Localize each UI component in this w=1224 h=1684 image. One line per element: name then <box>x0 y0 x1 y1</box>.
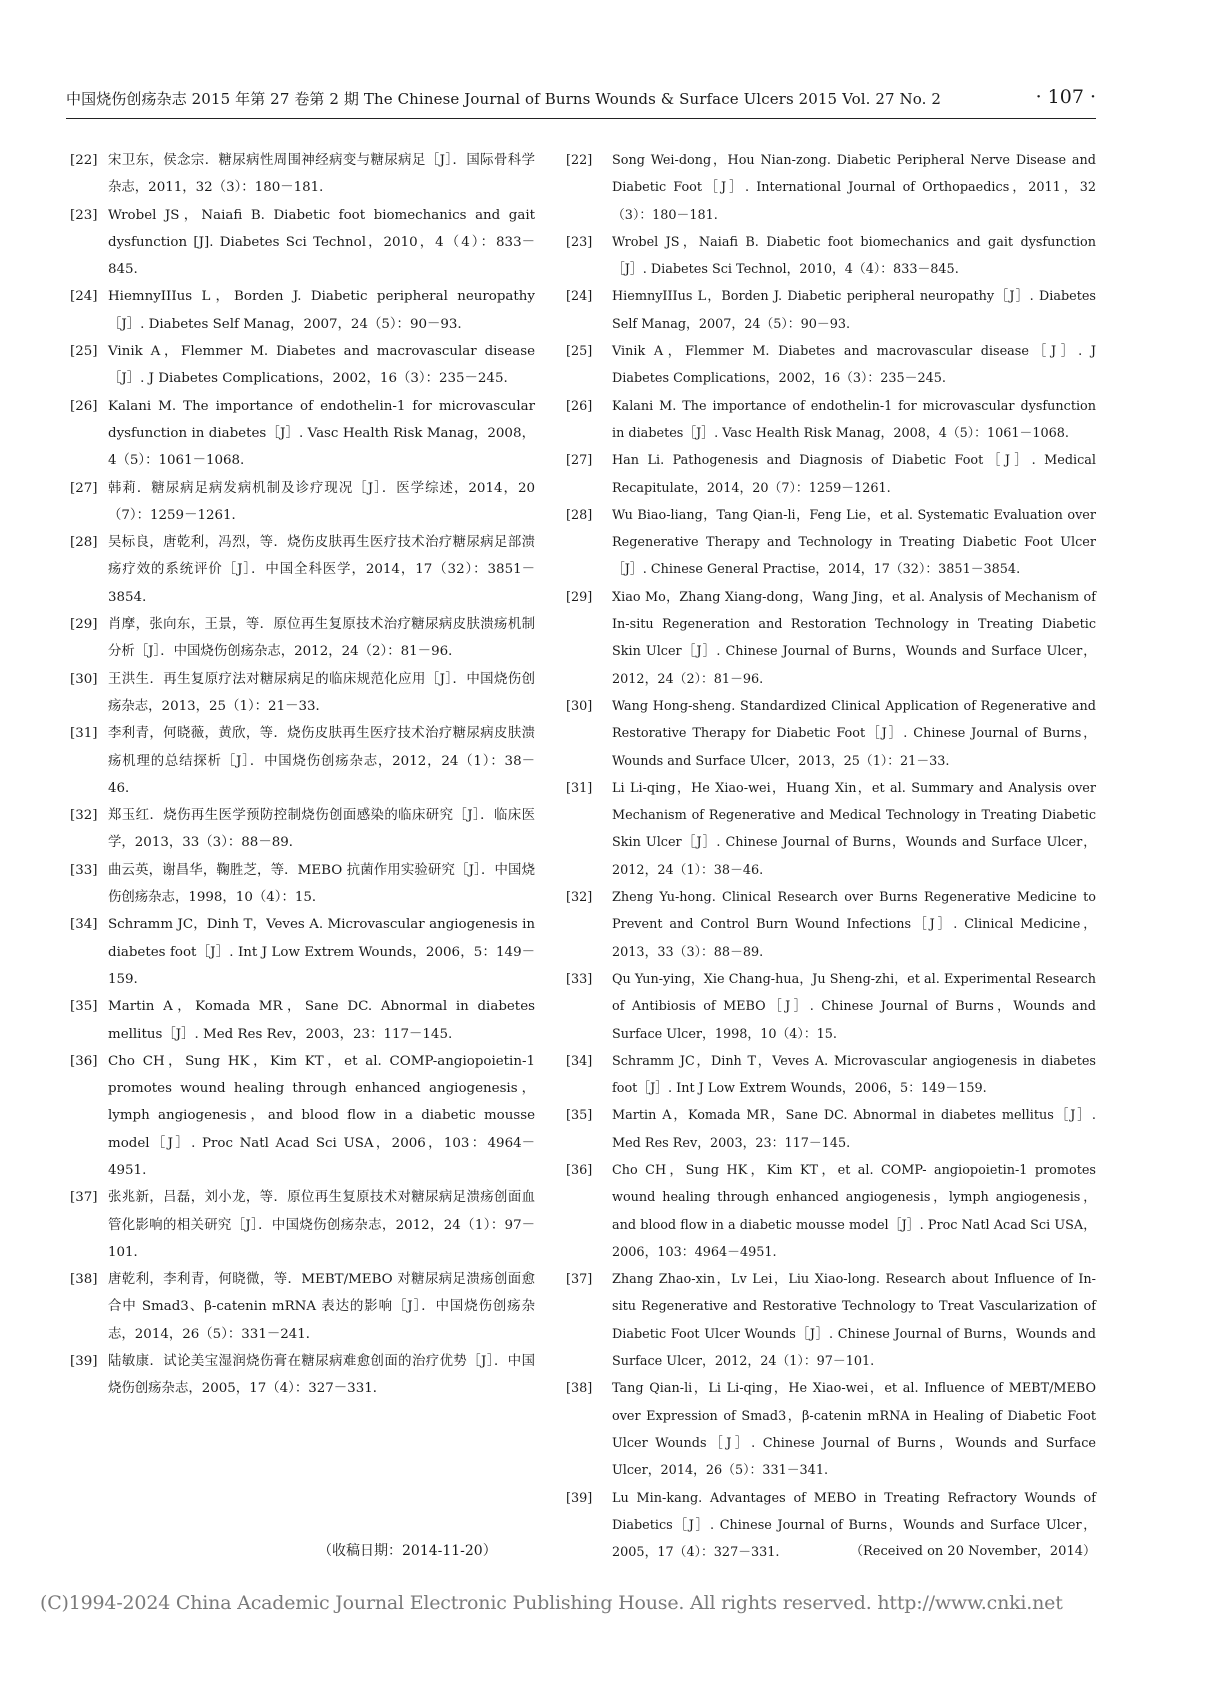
reference-number: [34] <box>566 1053 593 1069</box>
reference-text: Kalani M. The importance of endothelin-1 for microvascular dysfunction in diabetes［J］. Vasc Health Risk Manag，2008，4（5）：1061－1068. <box>612 398 1096 441</box>
reference-text: 韩莉．糖尿病足病发病机制及诊疗现况［J］．医学综述，2014，20（7）：1259－1261． <box>108 480 535 523</box>
reference-item <box>566 584 1096 693</box>
reference-number: [26] <box>70 398 98 414</box>
reference-item <box>566 1375 1096 1484</box>
copyright-watermark: (C)1994-2024 China Academic Journal Electronic Publishing House. All rights reserved. http://www.cnki.net <box>40 1592 1063 1614</box>
reference-text: 张兆新，吕磊，刘小龙，等．原位再生复原技术对糖尿病足溃疡创面血管化影响的相关研究［J］．中国烧伤创疡杂志，2012，24（1）：97－101． <box>108 1190 535 1260</box>
reference-number: [37] <box>70 1190 98 1206</box>
reference-item <box>566 966 1096 1048</box>
reference-item <box>70 1184 535 1266</box>
reference-text: 曲云英，谢昌华，鞠胜芝，等．MEBO 抗菌作用实验研究［J］．中国烧伤创疡杂志，1998，10（4）：15． <box>108 862 535 906</box>
reference-number: [29] <box>566 589 593 605</box>
reference-text: 唐乾利，李利青，何晓微，等．MEBT/MEBO 对糖尿病足溃疡创面愈合中 Smad3、β-catenin mRNA 表达的影响［J］．中国烧伤创疡杂志，2014，26（5）：331－241． <box>108 1272 535 1342</box>
reference-text: Xiao Mo，Zhang Xiang-dong，Wang Jing，et al. Analysis of Mechanism of In-situ Regeneration and Restoration Technology in Treating Diabetic Skin Ulcer［J］. Chinese Journal of Burns，Wounds and Surface Ulcer，2012，24（2）：81－96. <box>612 589 1096 687</box>
reference-text: Cho CH，Sung HK，Kim KT，et al. COMP-angiopoietin-1 promotes wound healing through enhanced angiogenesis，lymph angiogenesis，and blood flow in a diabetic mousse model［J］. Proc Natl Acad Sci USA，2006，103：4964－4951. <box>108 1053 535 1178</box>
reference-text: Vinik A，Flemmer M. Diabetes and macrovascular disease［J］. J Diabetes Complications，2002，16（3）：235－245. <box>612 344 1096 387</box>
reference-number: [31] <box>566 780 593 796</box>
reference-text: 吴标良，唐乾利，冯烈，等．烧伤皮肤再生医疗技术治疗糖尿病足部溃疡疗效的系统评价［J］．中国全科医学，2014，17（32）：3851－3854． <box>108 535 535 605</box>
reference-item <box>566 775 1096 884</box>
reference-text: 肖摩，张向东，王景，等．原位再生复原技术治疗糖尿病皮肤溃疡机制分析［J］．中国烧伤创疡杂志，2012，24（2）：81－96． <box>108 617 535 660</box>
reference-item <box>70 202 535 284</box>
reference-text: Wrobel JS，Naiafi B. Diabetic foot biomechanics and gait dysfunction [J]. Diabetes Sci Technol，2010，4（4）：833－845. <box>108 207 535 278</box>
reference-item <box>70 666 535 721</box>
reference-number: [36] <box>566 1162 593 1178</box>
reference-item <box>70 911 535 993</box>
reference-item <box>566 1157 1096 1266</box>
reference-number: [27] <box>70 480 98 496</box>
reference-text: Schramm JC，Dinh T，Veves A. Microvascular angiogenesis in diabetes foot［J］. Int J Low Extrem Wounds，2006，5：149－159. <box>108 917 535 987</box>
reference-text: 郑玉红．烧伤再生医学预防控制烧伤创面感染的临床研究［J］．临床医学，2013，33（3）：88－89． <box>108 808 535 851</box>
reference-text: Vinik A，Flemmer M. Diabetes and macrovascular disease［J］. J Diabetes Complications，2002，16（3）：235－245. <box>108 344 535 387</box>
reference-text: Schramm JC，Dinh T，Veves A. Microvascular angiogenesis in diabetes foot［J］. Int J Low Extrem Wounds，2006，5：149－159. <box>612 1053 1096 1097</box>
page-number: · 107 · <box>1035 86 1096 108</box>
reference-text: Wang Hong-sheng. Standardized Clinical Application of Regenerative and Restorative Therapy for Diabetic Foot［J］. Chinese Journal of Burns，Wounds and Surface Ulcer，2013，25（1）：21－33. <box>612 698 1096 769</box>
reference-number: [22] <box>566 153 593 168</box>
reference-number: [30] <box>70 671 98 687</box>
reference-item <box>70 1048 535 1184</box>
reference-item <box>70 147 535 202</box>
reference-number: [31] <box>70 726 98 742</box>
reference-number: [33] <box>566 971 593 987</box>
reference-number: [25] <box>70 344 98 360</box>
running-header <box>66 88 1096 114</box>
reference-text: Tang Qian-li，Li Li-qing，He Xiao-wei，et al. Influence of MEBT/MEBO over Expression of Smad3，β-catenin mRNA in Healing of Diabetic Foot Ulcer Wounds［J］. Chinese Journal of Burns，Wounds and Surface Ulcer，2014，26（5）：331－341. <box>612 1381 1096 1479</box>
reference-item <box>70 283 535 338</box>
references-english-column <box>566 147 1096 1566</box>
reference-item <box>566 1102 1096 1157</box>
reference-item <box>566 283 1096 338</box>
reference-item <box>566 393 1096 448</box>
reference-text: Li Li-qing，He Xiao-wei，Huang Xin，et al. Summary and Analysis over Mechanism of Regenerative and Medical Technology in Treating Diabetic Skin Ulcer［J］. Chinese Journal of Burns，Wounds and Surface Ulcer，2012，24（1）：38－46. <box>612 780 1096 878</box>
reference-text: 宋卫东，侯念宗．糖尿病性周围神经病变与糖尿病足［J］．国际骨科学杂志，2011，32（3）：180－181． <box>108 153 535 196</box>
reference-text: Qu Yun-ying，Xie Chang-hua，Ju Sheng-zhi，et al. Experimental Research of Antibiosis of MEBO［J］. Chinese Journal of Burns，Wounds and Surface Ulcer，1998，10（4）：15. <box>612 971 1096 1042</box>
reference-number: [22] <box>70 153 98 168</box>
reference-text: Song Wei-dong，Hou Nian-zong. Diabetic Peripheral Nerve Disease and Diabetic Foot［J］. International Journal of Orthopaedics，2011，32（3）：180－181. <box>612 153 1096 223</box>
reference-number: [38] <box>70 1272 98 1288</box>
reference-number: [34] <box>70 917 98 933</box>
reference-item <box>566 229 1096 284</box>
reference-item <box>566 338 1096 393</box>
reference-text: Cho CH，Sung HK，Kim KT，et al. COMP- angiopoietin-1 promotes wound healing through enhanced angiogenesis，lymph angiogenesis，and blood flow in a diabetic mousse model［J］. Proc Natl Acad Sci USA，2006，103：4964－4951. <box>612 1162 1096 1260</box>
reference-number: [23] <box>70 207 98 223</box>
reference-item <box>566 502 1096 584</box>
reference-item <box>70 1348 535 1403</box>
reference-text: 李利青，何晓薇，黄欣，等．烧伤皮肤再生医疗技术治疗糖尿病皮肤溃疡机理的总结探析［J］．中国烧伤创疡杂志，2012，24（1）：38－46． <box>108 726 535 796</box>
reference-item <box>566 1266 1096 1375</box>
header-divider <box>66 118 1096 119</box>
journal-title: 中国烧伤创疡杂志 2015 年第 27 卷第 2 期 The Chinese Journal of Burns Wounds & Surface Ulcers 2015 Vol. 27 No. 2 <box>66 90 942 108</box>
reference-item <box>566 147 1096 229</box>
reference-item <box>566 447 1096 502</box>
reference-number: [39] <box>70 1354 98 1370</box>
reference-number: [35] <box>70 999 98 1015</box>
reference-number: [26] <box>566 398 593 414</box>
reference-text: 陆敏康．试论美宝湿润烧伤膏在糖尿病难愈创面的治疗优势［J］．中国烧伤创疡杂志，2005，17（4）：327－331． <box>108 1354 535 1397</box>
reference-number: [28] <box>566 507 593 523</box>
reference-item <box>70 529 535 611</box>
reference-number: [30] <box>566 698 593 714</box>
reference-text: Martin A，Komada MR，Sane DC. Abnormal in diabetes mellitus［J］. Med Res Rev，2003，23：117－145. <box>612 1108 1096 1151</box>
reference-number: [23] <box>566 234 593 250</box>
reference-number: [35] <box>566 1108 593 1124</box>
reference-item <box>70 1266 535 1348</box>
reference-text: Martin A，Komada MR，Sane DC. Abnormal in diabetes mellitus［J］. Med Res Rev，2003，23：117－145. <box>108 999 535 1042</box>
reference-text: Lu Min-kang. Advantages of MEBO in Treating Refractory Wounds of Diabetics［J］. Chinese Journal of Burns，Wounds and Surface Ulcer，2005，17（4）：327－331. <box>612 1490 1096 1561</box>
received-date-chinese: （收稿日期：2014-11-20） <box>318 1543 497 1559</box>
reference-text: HiemnyIIIus L，Borden J. Diabetic peripheral neuropathy［J］. Diabetes Self Manag，2007，24（5）：90－93. <box>612 289 1096 332</box>
reference-number: [25] <box>566 344 593 360</box>
reference-number: [32] <box>566 890 593 906</box>
reference-item <box>566 1048 1096 1103</box>
reference-item <box>70 611 535 666</box>
reference-item <box>70 338 535 393</box>
reference-item <box>70 720 535 802</box>
reference-text: Wu Biao-liang，Tang Qian-li，Feng Lie，et al. Systematic Evaluation over Regenerative Therapy and Technology in Treating Diabetic Foot Ulcer［J］. Chinese General Practise，2014，17（32）：3851－3854. <box>612 507 1096 578</box>
reference-item <box>566 693 1096 775</box>
reference-item <box>566 884 1096 966</box>
reference-number: [38] <box>566 1381 593 1397</box>
reference-item <box>70 393 535 475</box>
reference-number: [28] <box>70 535 98 551</box>
reference-number: [39] <box>566 1490 593 1506</box>
received-date-english: （Received on 20 November，2014） <box>850 1544 1096 1559</box>
reference-item <box>70 857 535 912</box>
reference-text: 王洪生．再生复原疗法对糖尿病足的临床规范化应用［J］．中国烧伤创疡杂志，2013，25（1）：21－33． <box>108 671 535 714</box>
reference-item <box>70 475 535 530</box>
reference-number: [24] <box>70 289 98 305</box>
reference-number: [37] <box>566 1272 593 1288</box>
reference-number: [24] <box>566 289 593 305</box>
reference-text: Wrobel JS，Naiafi B. Diabetic foot biomechanics and gait dysfunction［J］. Diabetes Sci Technol，2010，4（4）：833－845. <box>612 234 1096 278</box>
reference-number: [29] <box>70 617 98 633</box>
reference-text: HiemnyIIIus L，Borden J. Diabetic peripheral neuropathy［J］. Diabetes Self Manag，2007，24（5）：90－93. <box>108 289 535 332</box>
reference-number: [36] <box>70 1053 98 1069</box>
reference-text: Zhang Zhao-xin，Lv Lei，Liu Xiao-long. Research about Influence of In-situ Regenerative and Restorative Technology to Treat Vascularization of Diabetic Foot Ulcer Wounds［J］. Chinese Journal of Burns，Wounds and Surface Ulcer，2012，24（1）：97－101. <box>612 1272 1096 1370</box>
reference-item <box>70 993 535 1048</box>
reference-text: Han Li. Pathogenesis and Diagnosis of Diabetic Foot［J］. Medical Recapitulate，2014，20（7）：1259－1261. <box>612 453 1096 496</box>
reference-number: [33] <box>70 862 98 878</box>
reference-item <box>70 802 535 857</box>
reference-text: Kalani M. The importance of endothelin-1 for microvascular dysfunction in diabetes［J］. Vasc Health Risk Manag，2008，4（5）：1061－1068. <box>108 398 535 469</box>
reference-number: [32] <box>70 808 98 824</box>
reference-text: Zheng Yu-hong. Clinical Research over Burns Regenerative Medicine to Prevent and Control Burn Wound Infections［J］. Clinical Medicine，2013，33（3）：88－89. <box>612 890 1096 960</box>
reference-number: [27] <box>566 453 593 469</box>
references-chinese-column <box>70 147 535 1403</box>
